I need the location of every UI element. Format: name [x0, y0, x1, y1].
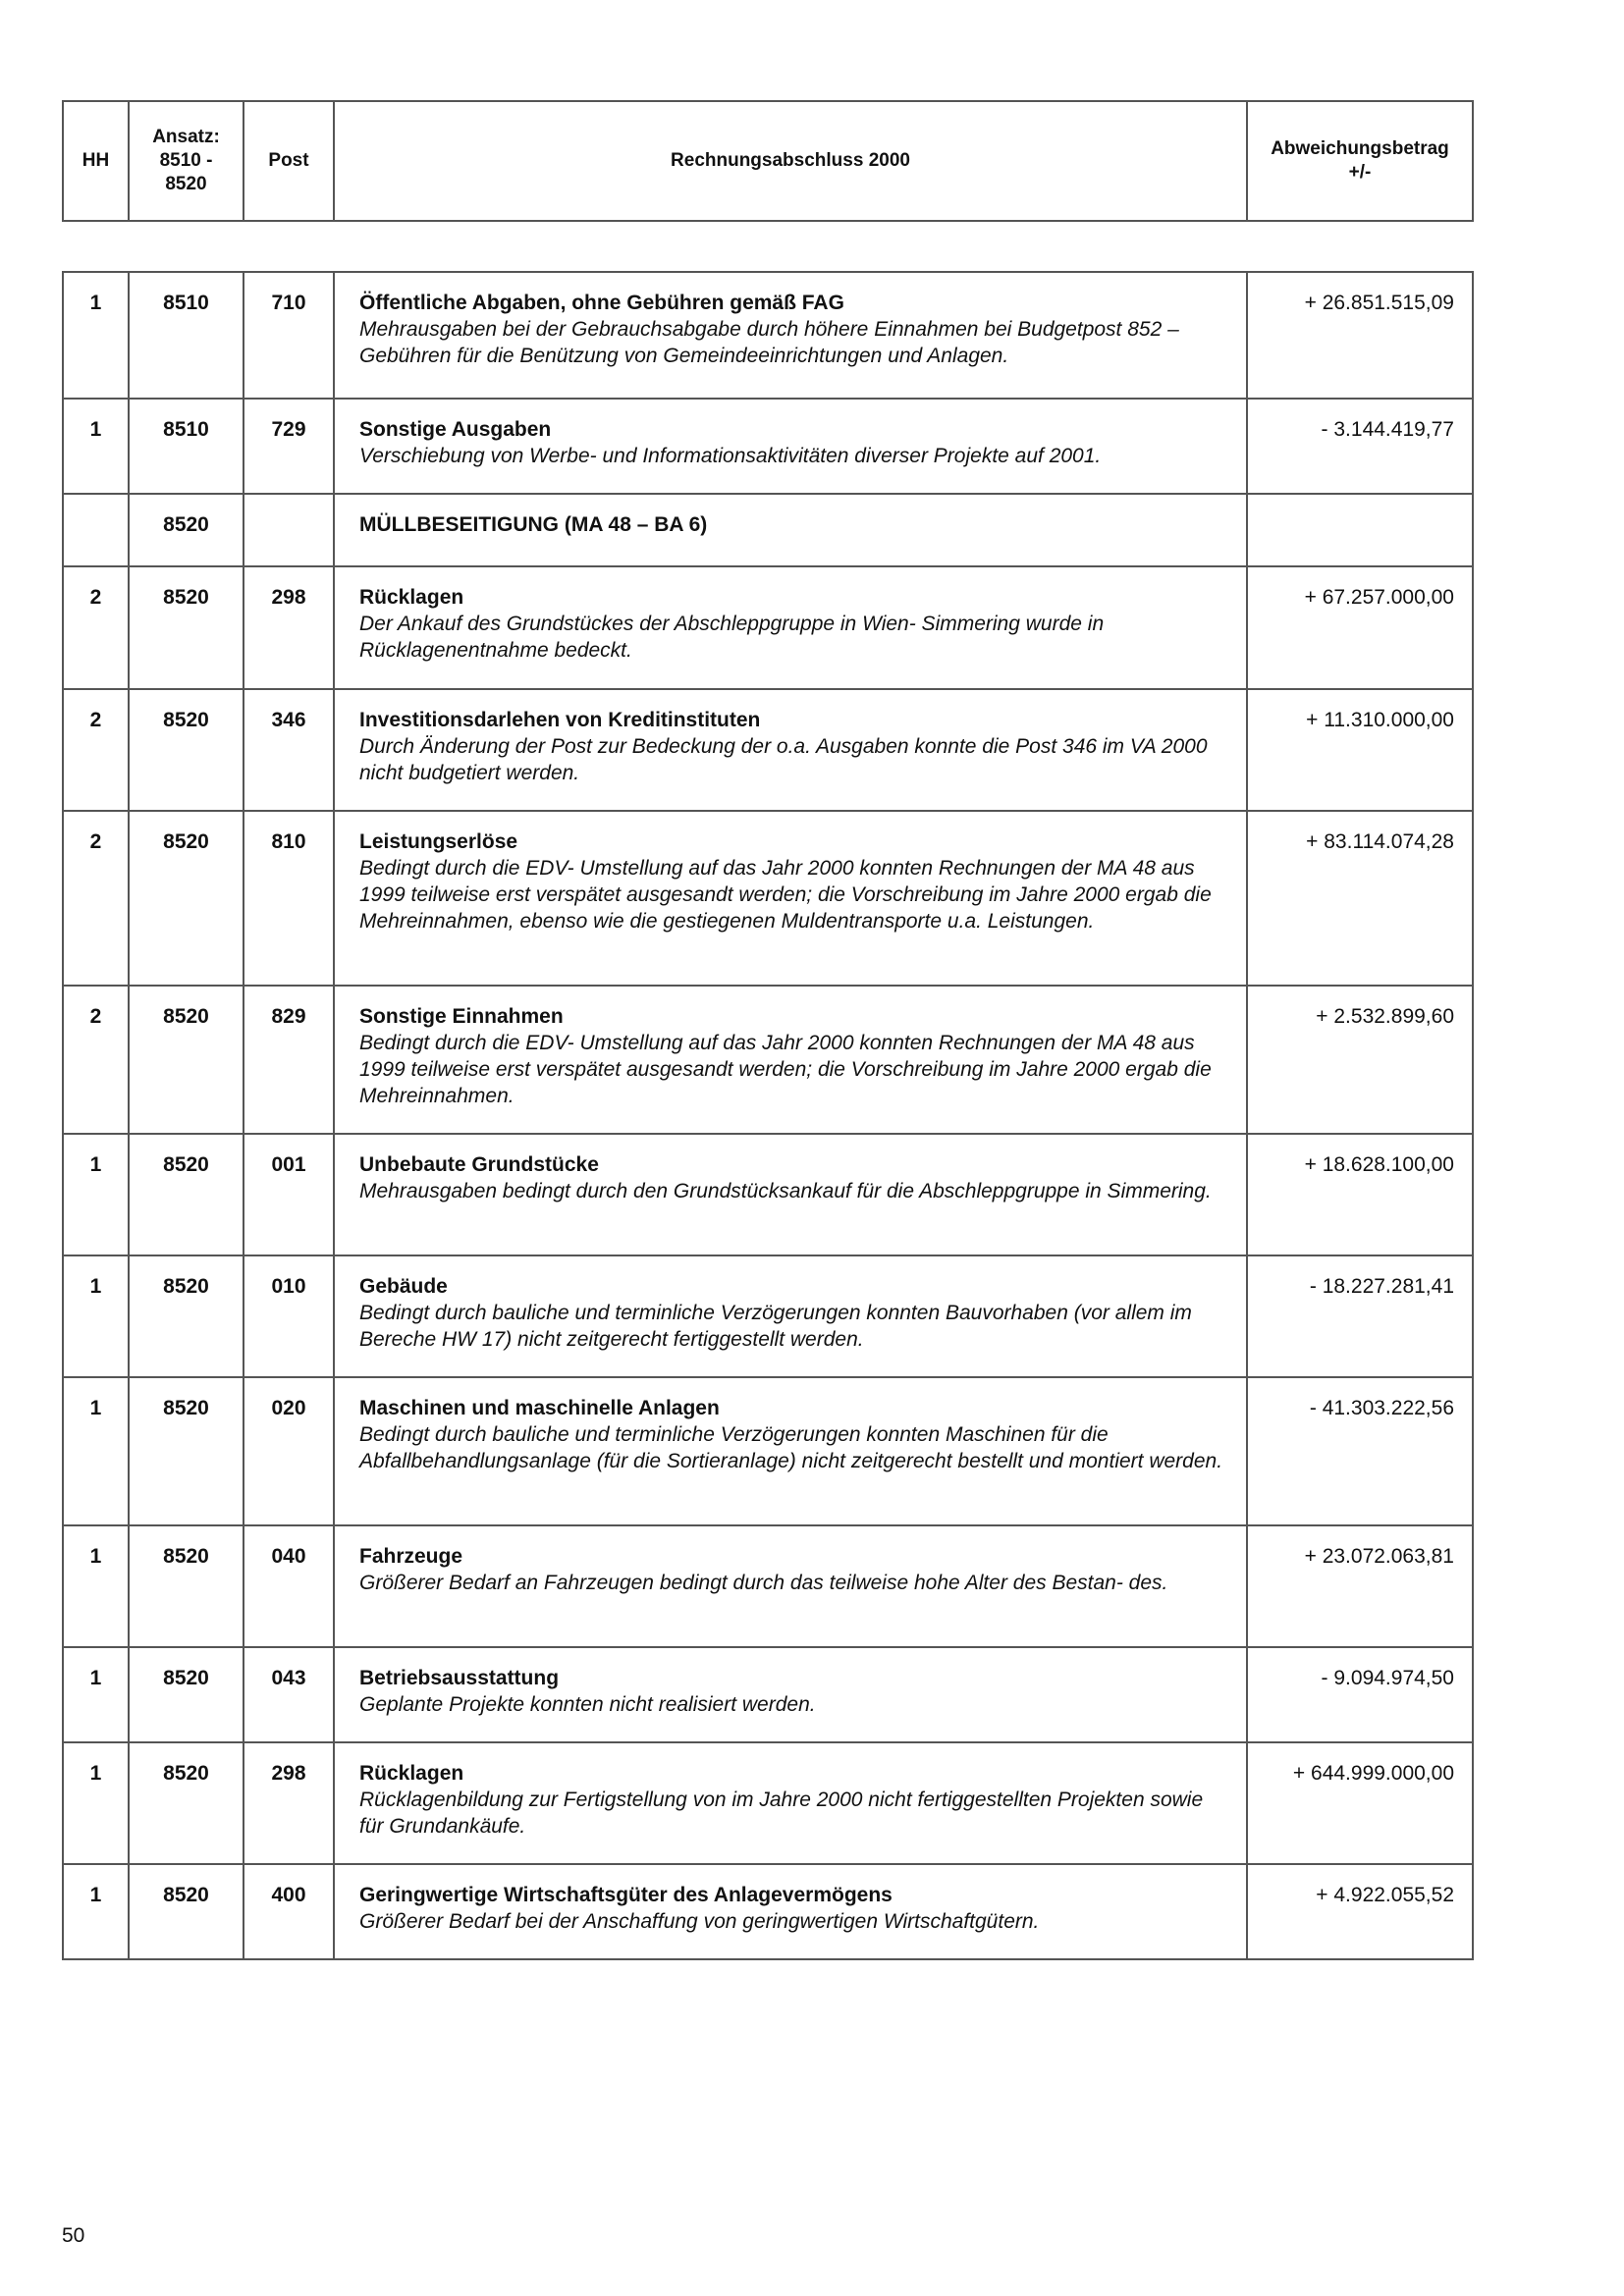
- row-amount: - 41.303.222,56: [1247, 1377, 1473, 1525]
- row-hh: 2: [63, 986, 129, 1134]
- row-hh: 1: [63, 1864, 129, 1959]
- row-amount: + 18.628.100,00: [1247, 1134, 1473, 1255]
- row-hh: 1: [63, 1742, 129, 1864]
- row-post: 020: [244, 1377, 334, 1525]
- row-title: Leistungserlöse: [359, 830, 518, 853]
- header-ansatz: [129, 101, 244, 221]
- row-amount: [1247, 494, 1473, 566]
- header-deviation: [1247, 101, 1473, 221]
- row-text: [334, 811, 1247, 986]
- table-row: [63, 1255, 1473, 1377]
- row-description: Mehrausgaben bei der Gebrauchsabgabe durch höhere Einnahmen bei Budgetpost 852 – Gebühren für die Benützung von Gemeindeeinrichtungen und Anlagen.: [359, 318, 1179, 367]
- row-ansatz: 8520: [129, 1864, 244, 1959]
- row-title: Investitionsdarlehen von Kreditinstituten: [359, 709, 761, 731]
- row-ansatz: 8520: [129, 811, 244, 986]
- row-hh: 1: [63, 1377, 129, 1525]
- table-row: [63, 1742, 1473, 1864]
- row-text: [334, 272, 1247, 399]
- row-text: [334, 986, 1247, 1134]
- row-text: [334, 399, 1247, 494]
- table-row: [63, 811, 1473, 986]
- row-hh: 1: [63, 1525, 129, 1647]
- row-description: Mehrausgaben bedingt durch den Grundstücksankauf für die Abschleppgruppe in Simmering.: [359, 1180, 1212, 1202]
- row-description: Rücklagenbildung zur Fertigstellung von im Jahre 2000 nicht fertiggestellten Projekten sowie für Grundankäufe.: [359, 1789, 1204, 1838]
- row-text: [334, 1742, 1247, 1864]
- row-ansatz: 8520: [129, 689, 244, 811]
- row-title: MÜLLBESEITIGUNG (MA 48 – BA 6): [359, 513, 708, 536]
- row-ansatz: 8520: [129, 566, 244, 689]
- row-title: Unbebaute Grundstücke: [359, 1153, 599, 1176]
- row-ansatz: 8520: [129, 1134, 244, 1255]
- row-ansatz: 8520: [129, 1255, 244, 1377]
- row-amount: + 26.851.515,09: [1247, 272, 1473, 399]
- row-description: Bedingt durch bauliche und terminliche Verzögerungen konnten Bauvorhaben (vor allem im Bereche HW 17) nicht zeitgerecht fertiggestellt werden.: [359, 1302, 1192, 1351]
- header-table: [62, 100, 1474, 222]
- row-description: Größerer Bedarf bei der Anschaffung von geringwertigen Wirtschaftgütern.: [359, 1910, 1040, 1933]
- header-hh: HH: [63, 101, 129, 221]
- row-description: Durch Änderung der Post zur Bedeckung der o.a. Ausgaben konnte die Post 346 im VA 2000 nicht budgetiert werden.: [359, 735, 1208, 784]
- table-row: [63, 1134, 1473, 1255]
- table-row: [63, 1377, 1473, 1525]
- row-post: 710: [244, 272, 334, 399]
- row-ansatz: 8520: [129, 1525, 244, 1647]
- header-deviation-sign: +/-: [1348, 162, 1372, 183]
- row-title: Rücklagen: [359, 586, 464, 609]
- budget-rows: [63, 272, 1473, 1959]
- row-text: [334, 1525, 1247, 1647]
- row-ansatz: 8510: [129, 272, 244, 399]
- row-title: Sonstige Ausgaben: [359, 418, 552, 441]
- row-description: Bedingt durch die EDV- Umstellung auf das Jahr 2000 konnten Rechnungen der MA 48 aus 1999 teilweise erst verspätet ausgesandt werden; die Vorschreibung im Jahre 2000 ergab die Mehreinnahmen, ebenso wie die gestiegenen Muldentransporte u.a. Leistungen.: [359, 857, 1212, 933]
- row-ansatz: 8520: [129, 494, 244, 566]
- row-text: [334, 494, 1247, 566]
- row-amount: + 67.257.000,00: [1247, 566, 1473, 689]
- row-text: [334, 1647, 1247, 1742]
- row-post: 810: [244, 811, 334, 986]
- row-text: [334, 689, 1247, 811]
- row-amount: + 4.922.055,52: [1247, 1864, 1473, 1959]
- table-row: [63, 494, 1473, 566]
- header-ansatz-range-end: 8520: [165, 174, 207, 194]
- row-title: Geringwertige Wirtschaftsgüter des Anlagevermögens: [359, 1884, 893, 1906]
- header-post: Post: [244, 101, 334, 221]
- row-description: Größerer Bedarf an Fahrzeugen bedingt durch das teilweise hohe Alter des Bestan- des.: [359, 1572, 1168, 1594]
- row-post: 346: [244, 689, 334, 811]
- row-hh: [63, 494, 129, 566]
- row-hh: 1: [63, 1647, 129, 1742]
- row-hh: 1: [63, 272, 129, 399]
- row-text: [334, 1255, 1247, 1377]
- row-hh: 1: [63, 1255, 129, 1377]
- row-ansatz: 8520: [129, 1742, 244, 1864]
- row-post: 040: [244, 1525, 334, 1647]
- row-post: 001: [244, 1134, 334, 1255]
- row-hh: 1: [63, 1134, 129, 1255]
- header-title: Rechnungsabschluss 2000: [334, 101, 1247, 221]
- row-post: 043: [244, 1647, 334, 1742]
- row-post: 729: [244, 399, 334, 494]
- row-ansatz: 8520: [129, 1647, 244, 1742]
- table-row: [63, 1864, 1473, 1959]
- table-row: [63, 566, 1473, 689]
- row-title: Sonstige Einnahmen: [359, 1005, 564, 1028]
- row-post: 829: [244, 986, 334, 1134]
- table-row: [63, 689, 1473, 811]
- row-description: Geplante Projekte konnten nicht realisiert werden.: [359, 1693, 816, 1716]
- header-ansatz-range-start: 8510 -: [159, 150, 213, 171]
- table-row: [63, 1647, 1473, 1742]
- table-row: [63, 986, 1473, 1134]
- row-post: 298: [244, 566, 334, 689]
- row-title: Gebäude: [359, 1275, 448, 1298]
- row-title: Betriebsausstattung: [359, 1667, 560, 1689]
- row-amount: + 23.072.063,81: [1247, 1525, 1473, 1647]
- row-text: [334, 1377, 1247, 1525]
- table-row: [63, 399, 1473, 494]
- row-ansatz: 8520: [129, 986, 244, 1134]
- row-description: Verschiebung von Werbe- und Informationsaktivitäten diverser Projekte auf 2001.: [359, 445, 1102, 467]
- row-amount: + 11.310.000,00: [1247, 689, 1473, 811]
- row-amount: - 3.144.419,77: [1247, 399, 1473, 494]
- header-deviation-label: Abweichungsbetrag: [1271, 138, 1449, 159]
- row-description: Bedingt durch die EDV- Umstellung auf das Jahr 2000 konnten Rechnungen der MA 48 aus 1999 teilweise erst verspätet ausgesandt werden; die Vorschreibung im Jahre 2000 ergab die Mehreinnahmen.: [359, 1032, 1212, 1107]
- row-text: [334, 566, 1247, 689]
- row-amount: - 9.094.974,50: [1247, 1647, 1473, 1742]
- row-text: [334, 1134, 1247, 1255]
- table-row: [63, 272, 1473, 399]
- row-amount: + 2.532.899,60: [1247, 986, 1473, 1134]
- page-number: 50: [62, 2224, 85, 2247]
- row-text: [334, 1864, 1247, 1959]
- row-description: Bedingt durch bauliche und terminliche Verzögerungen konnten Maschinen für die Abfallbehandlungsanlage (für die Sortieranlage) nicht zeitgerecht bestellt und montiert werden.: [359, 1423, 1223, 1472]
- row-hh: 2: [63, 566, 129, 689]
- row-post: 010: [244, 1255, 334, 1377]
- row-hh: 2: [63, 811, 129, 986]
- row-amount: + 83.114.074,28: [1247, 811, 1473, 986]
- row-hh: 2: [63, 689, 129, 811]
- header-ansatz-label: Ansatz:: [152, 127, 220, 147]
- row-post: [244, 494, 334, 566]
- row-title: Fahrzeuge: [359, 1545, 463, 1568]
- row-amount: - 18.227.281,41: [1247, 1255, 1473, 1377]
- row-title: Rücklagen: [359, 1762, 464, 1785]
- row-ansatz: 8510: [129, 399, 244, 494]
- table-row: [63, 1525, 1473, 1647]
- row-description: Der Ankauf des Grundstückes der Abschleppgruppe in Wien- Simmering wurde in Rücklagenentnahme bedeckt.: [359, 613, 1105, 662]
- row-ansatz: 8520: [129, 1377, 244, 1525]
- budget-table: [62, 271, 1474, 1960]
- row-post: 298: [244, 1742, 334, 1864]
- row-title: Maschinen und maschinelle Anlagen: [359, 1397, 720, 1419]
- row-amount: + 644.999.000,00: [1247, 1742, 1473, 1864]
- row-hh: 1: [63, 399, 129, 494]
- row-title: Öffentliche Abgaben, ohne Gebühren gemäß FAG: [359, 292, 844, 314]
- row-post: 400: [244, 1864, 334, 1959]
